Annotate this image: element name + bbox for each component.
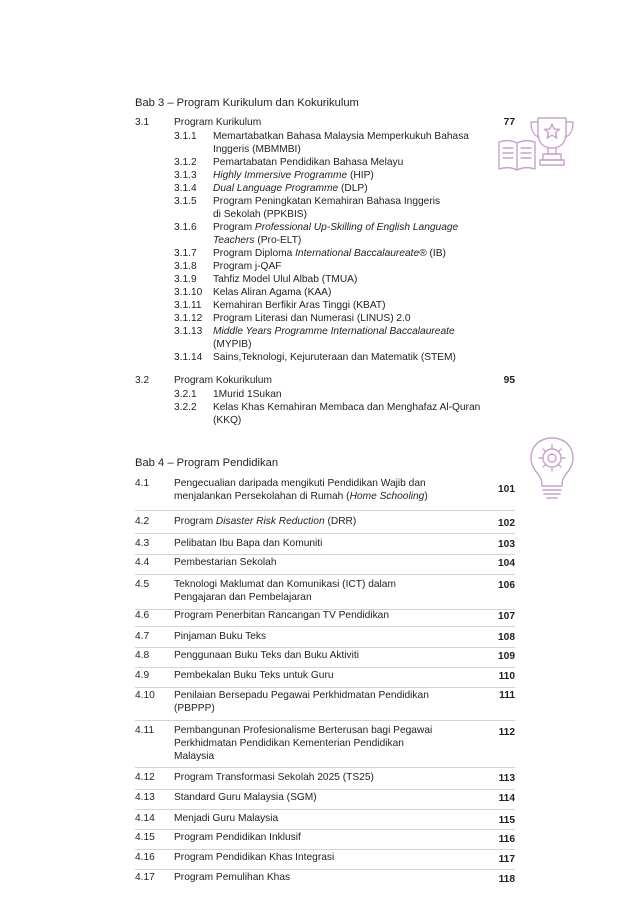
row-number: 4.3 <box>135 538 150 549</box>
item-text-italic: Middle Years Programme International Baccalaureate <box>213 326 455 337</box>
item-text: Program j-QAF <box>213 261 282 272</box>
item-text: Program Literasi dan Numerasi (LINUS) 2.0 <box>213 313 411 324</box>
row-text: Pelibatan Ibu Bapa dan Komuniti <box>174 538 323 549</box>
row-divider <box>135 767 515 768</box>
row-number: 4.9 <box>135 670 150 681</box>
item-text: Pemartabatan Pendidikan Bahasa Melayu <box>213 157 404 168</box>
page-number: 118 <box>498 874 515 885</box>
row-text: Program Pemulihan Khas <box>174 872 291 883</box>
row-text-prefix: menjalankan Persekolahan di Rumah ( <box>174 491 350 502</box>
row-text-suffix: (DRR) <box>324 516 357 527</box>
row-text: Penggunaan Buku Teks dan Buku Aktiviti <box>174 650 360 661</box>
row-divider <box>135 533 515 534</box>
item-text-prefix: Program Diploma <box>213 248 296 259</box>
row-text: Standard Guru Malaysia (SGM) <box>174 792 317 803</box>
item-number: 3.1.9 <box>174 274 197 285</box>
section-title: Program Kurikulum <box>174 117 262 128</box>
row-divider <box>135 687 515 688</box>
item-text: Sains,Teknologi, Kejuruteraan dan Matematik (STEM) <box>213 352 456 363</box>
item-text-italic: Professional Up-Skilling of English Language <box>254 222 459 233</box>
item-text: Kemahiran Berfikir Aras Tinggi (KBAT) <box>213 300 386 311</box>
item-text-italic: Dual Language Programme <box>213 183 339 194</box>
page-number: 77 <box>503 117 515 128</box>
row-number: 4.7 <box>135 631 150 642</box>
item-number: 3.1.10 <box>174 287 203 298</box>
row-divider <box>135 574 515 575</box>
row-divider <box>135 667 515 668</box>
item-text: (KKQ) <box>213 415 242 426</box>
item-text-suffix: (Pro-ELT) <box>254 235 302 246</box>
item-text <box>213 326 455 337</box>
row-text <box>174 491 428 502</box>
section-number: 3.1 <box>135 117 150 128</box>
item-text <box>213 248 446 259</box>
row-number: 4.2 <box>135 516 150 527</box>
row-text <box>174 516 356 527</box>
row-number: 4.10 <box>135 690 155 701</box>
item-number: 3.1.6 <box>174 222 197 233</box>
row-text: Perkhidmatan Pendidikan Kementerian Pendidikan <box>174 738 404 749</box>
row-divider <box>135 849 515 850</box>
page-number: 110 <box>498 671 515 682</box>
row-text: Program Pendidikan Inklusif <box>174 832 301 843</box>
page-number: 117 <box>498 854 515 865</box>
row-divider <box>135 789 515 790</box>
item-text-italic: International Baccalaureate® <box>295 248 427 259</box>
row-text: Program Pendidikan Khas Integrasi <box>174 852 335 863</box>
item-text <box>213 235 301 246</box>
item-number: 3.1.11 <box>174 300 202 311</box>
row-number: 4.6 <box>135 610 150 621</box>
row-number: 4.14 <box>135 813 155 824</box>
row-number: 4.13 <box>135 792 155 803</box>
item-text: Tahfiz Model Ulul Albab (TMUA) <box>213 274 358 285</box>
item-text-suffix: (IB) <box>426 248 446 259</box>
item-number: 3.1.1 <box>174 131 197 142</box>
page-number: 112 <box>498 727 515 738</box>
page-number: 111 <box>499 690 515 701</box>
item-text: Memartabatkan Bahasa Malaysia Memperkukuh Bahasa <box>213 131 469 142</box>
row-text-prefix: Program <box>174 516 216 527</box>
row-text: Teknologi Maklumat dan Komunikasi (ICT) dalam <box>174 579 396 590</box>
lightbulb-gear-icon <box>525 432 580 504</box>
page-number: 109 <box>498 651 515 662</box>
row-number: 4.1 <box>135 478 150 489</box>
row-divider <box>135 869 515 870</box>
item-text <box>213 222 458 233</box>
row-divider <box>135 720 515 721</box>
page-number: 103 <box>498 539 515 550</box>
row-text-italic: Home Schooling <box>349 491 425 502</box>
row-text: Program Penerbitan Rancangan TV Pendidikan <box>174 610 390 621</box>
row-text: Pengajaran dan Pembelajaran <box>174 592 312 603</box>
row-text: Pengecualian daripada mengikuti Pendidikan Wajib dan <box>174 478 426 489</box>
item-number: 3.2.1 <box>174 389 197 400</box>
page-number: 116 <box>498 834 515 845</box>
row-divider <box>135 829 515 830</box>
page-number: 115 <box>498 815 515 826</box>
item-text <box>213 183 368 194</box>
item-text-suffix: (DLP) <box>338 183 368 194</box>
item-text: Kelas Khas Kemahiran Membaca dan Menghafaz Al-Quran <box>213 402 481 413</box>
item-number: 3.1.13 <box>174 326 203 337</box>
item-text-suffix: (HIP) <box>347 170 374 181</box>
item-number: 3.1.4 <box>174 183 197 194</box>
row-text: Malaysia <box>174 751 215 762</box>
item-text: Inggeris (MBMMBI) <box>213 144 301 155</box>
item-number: 3.1.7 <box>174 248 197 259</box>
row-divider <box>135 554 515 555</box>
bab4-title: Bab 4 – Program Pendidikan <box>135 457 279 469</box>
row-number: 4.8 <box>135 650 150 661</box>
item-text <box>213 170 374 181</box>
row-text: Pembestarian Sekolah <box>174 557 277 568</box>
item-text: 1Murid 1Sukan <box>213 389 282 400</box>
item-number: 3.2.2 <box>174 402 197 413</box>
row-number: 4.11 <box>135 725 155 736</box>
row-text: Pembekalan Buku Teks untuk Guru <box>174 670 334 681</box>
row-text-suffix: ) <box>424 491 428 502</box>
page-number: 107 <box>498 611 515 622</box>
page-number: 102 <box>498 518 515 529</box>
row-text: Penilaian Bersepadu Pegawai Perkhidmatan Pendidikan <box>174 690 429 701</box>
page-number: 106 <box>498 580 515 591</box>
row-text: (PBPPP) <box>174 703 215 714</box>
page-number: 113 <box>498 773 515 784</box>
item-number: 3.1.3 <box>174 170 197 181</box>
row-text: Menjadi Guru Malaysia <box>174 813 279 824</box>
row-number: 4.4 <box>135 557 150 568</box>
row-number: 4.17 <box>135 872 155 883</box>
section-number: 3.2 <box>135 375 150 386</box>
page-number: 114 <box>498 793 515 804</box>
row-number: 4.12 <box>135 772 155 783</box>
item-text-prefix: Program <box>213 222 255 233</box>
page-number: 104 <box>498 558 515 569</box>
row-text: Program Transformasi Sekolah 2025 (TS25) <box>174 772 374 783</box>
row-number: 4.15 <box>135 832 155 843</box>
bab3-title: Bab 3 – Program Kurikulum dan Kokurikulum <box>135 97 359 109</box>
item-text-italic: Highly Immersive Programme <box>213 170 348 181</box>
item-number: 3.1.2 <box>174 157 197 168</box>
item-number: 3.1.12 <box>174 313 203 324</box>
row-divider <box>135 809 515 810</box>
row-number: 4.5 <box>135 579 150 590</box>
row-text-italic: Disaster Risk Reduction <box>215 516 325 527</box>
trophy-book-icon <box>493 112 593 174</box>
item-text-italic: Teachers <box>213 235 255 246</box>
item-text: (MYPIB) <box>213 339 252 350</box>
row-divider <box>135 510 515 511</box>
page-number: 101 <box>498 484 515 495</box>
item-text: Program Peningkatan Kemahiran Bahasa Inggeris <box>213 196 441 207</box>
section-title: Program Kokurikulum <box>174 375 272 386</box>
row-divider <box>135 647 515 648</box>
row-text: Pinjaman Buku Teks <box>174 631 267 642</box>
page-number: 108 <box>498 632 515 643</box>
row-divider <box>135 626 515 627</box>
item-text: Kelas Aliran Agama (KAA) <box>213 287 332 298</box>
item-number: 3.1.14 <box>174 352 203 363</box>
row-number: 4.16 <box>135 852 155 863</box>
row-text: Pembangunan Profesionalisme Berterusan bagi Pegawai <box>174 725 433 736</box>
page-number: 95 <box>503 375 515 386</box>
item-number: 3.1.8 <box>174 261 197 272</box>
item-number: 3.1.5 <box>174 196 197 207</box>
item-text: di Sekolah (PPKBIS) <box>213 209 307 220</box>
